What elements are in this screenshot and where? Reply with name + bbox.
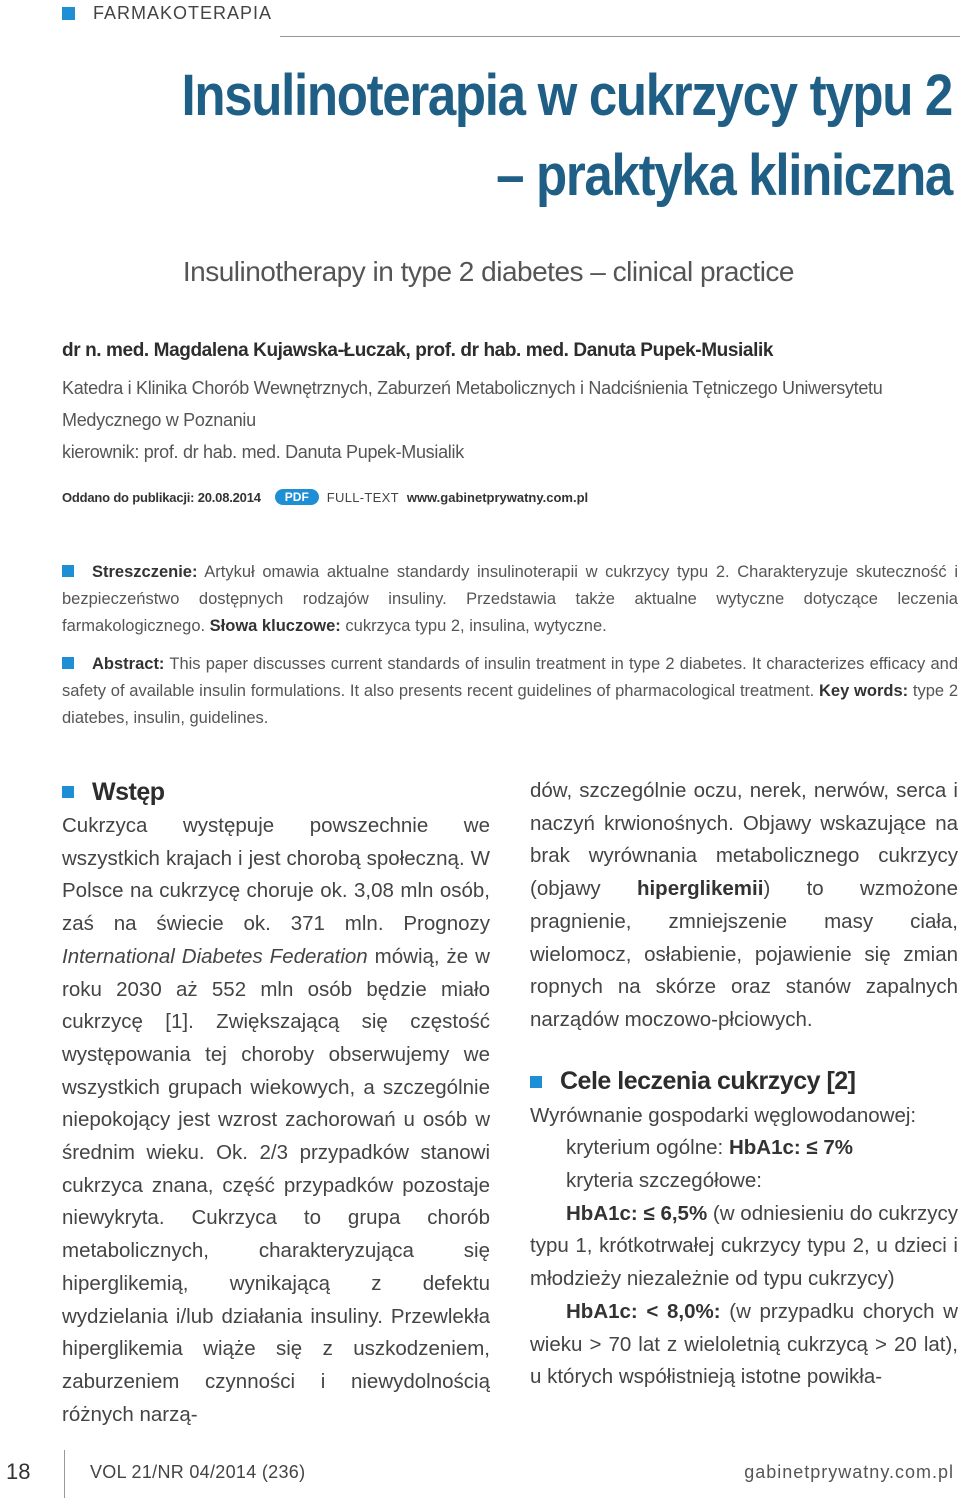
intro-cont-bold: hiperglikemii: [636, 877, 764, 901]
heading-square-icon: [62, 786, 74, 798]
heading-square-icon: [530, 1076, 542, 1088]
title-line-2: – praktyka kliniczna: [496, 143, 952, 208]
article-subtitle: Insulinotherapy in type 2 diabetes – clinical practice: [182, 256, 794, 287]
keywords-en-label: Key words:: [819, 682, 909, 700]
goals-criterion-1: [530, 1198, 958, 1296]
section-square-icon: [62, 7, 75, 20]
section-tag: [62, 0, 272, 26]
general-label: kryterium ogólne:: [566, 1136, 729, 1160]
volume-info: VOL 21/NR 04/2014 (236): [90, 1462, 306, 1482]
goals-intro: Wyrównanie gospodarki węglowodanowej:: [530, 1103, 917, 1127]
title-line-1: Insulinoterapia w cukrzycy typu 2: [181, 63, 952, 128]
section-label: FARMAKOTERAPIA: [93, 2, 273, 23]
keywords-pl-label: Słowa kluczowe:: [209, 617, 341, 635]
goals-heading: [530, 1065, 958, 1099]
goals-criterion-2: [530, 1296, 958, 1394]
intro-heading-text: Wstęp: [92, 777, 165, 806]
criterion-2-text: (w przypadku chorych w wieku > 70 lat z wieloletnią cukrzycą > 20 lat), u których współistnieją istotne powikła-: [530, 1299, 958, 1389]
article-title: [114, 56, 952, 216]
bullet-square-icon: [62, 657, 74, 669]
header-divider: [280, 36, 960, 37]
footer-website: gabinetprywatny.com.pl: [744, 1462, 954, 1482]
footer-divider: [64, 1450, 65, 1498]
website-link[interactable]: www.gabinetprywatny.com.pl: [406, 489, 589, 505]
abstract-english: [62, 651, 958, 732]
intro-text-b: mówią, że w roku 2030 aż 552 mln osób będzie miało cukrzycę [1]. Zwiększającą się częstość występowania tej choroby obserwujemy we wszystkich grupach wiekowych, a szczególnie niepokojący jest wzrost zachorowań u osób w średnim wieku. Ok. 2/3 przypadków stanowi cukrzyca znana, część przypadków pozostaje niewykryta. Cukrzyca to grupa chorób metabolicznych, charakteryzująca się hiperglikemią, wynikającą z defektu wydzielania i/lub działania insuliny. Przewlekła hiperglikemia wiąże się z uszkodzeniem, zaburzeniem czynności i niewydolnością różnych narzą-: [62, 944, 490, 1426]
criterion-2-value: HbA1c: < 8,0%:: [566, 1299, 721, 1323]
criterion-1-value: HbA1c: ≤ 6,5%: [566, 1201, 708, 1225]
intro-heading: [62, 775, 490, 809]
publication-date: Oddano do publikacji: 20.08.2014: [62, 489, 261, 505]
intro-italic: International Diabetes Federation: [62, 944, 368, 968]
intro-text-a: Cukrzyca występuje powszechnie we wszystkich krajach i jest chorobą społeczną. W Polsce na cukrzycę choruje ok. 3,08 mln osób, zaś na świecie ok. 371 mln. Prognozy: [62, 814, 490, 936]
author-names: dr n. med. Magdalena Kujawska-Łuczak, prof. dr hab. med. Danuta Pupek-Musialik: [62, 340, 774, 361]
authors-block: [62, 340, 942, 468]
intro-continuation: [530, 775, 958, 1037]
criterion-1-text: (w odniesieniu do cukrzycy typu 1, krótkotrwałej cukrzycy typu 2, u dzieci i młodzieży niezależnie od typu cukrzycy): [530, 1201, 958, 1291]
abstract-pl-text: Artykuł omawia aktualne standardy insulinoterapii w cukrzycy typu 2. Charakteryzuje skuteczność i bezpieczeństwo dostępnych rodzajów insuliny. Przedstawia także aktualne wytyczne dotyczące leczenia farmakologicznego.: [62, 563, 958, 635]
intro-cont-text-b: ) to wzmożone pragnienie, zmniejszenie masy ciała, wielomocz, osłabienie, pojawienie się zmian ropnych na skórze oraz stanów zapalnych narządów moczowo-płciowych.: [530, 877, 958, 1031]
keywords-en: type 2 diatebes, insulin, guidelines.: [62, 682, 959, 727]
body-column-right: [530, 775, 958, 1394]
goals-general: [530, 1132, 958, 1165]
publication-row: [62, 486, 588, 508]
abstract-polish: [62, 559, 958, 640]
intro-paragraph: [62, 810, 490, 1431]
body-column-left: [62, 775, 490, 1431]
general-value: HbA1c: ≤ 7%: [728, 1136, 853, 1160]
bullet-square-icon: [62, 565, 74, 577]
page-number: 18: [6, 1459, 31, 1484]
abstract-en-text: This paper discusses current standards of insulin treatment in type 2 diabetes. It characterizes efficacy and safety of available insulin formulations. It also presents recent guidelines of pharmacological treatment.: [62, 655, 958, 700]
intro-cont-text-a: dów, szczególnie oczu, nerek, nerwów, serca i naczyń krwionośnych. Objawy wskazujące na brak wyrównania metabolicznego cukrzycy (objawy: [530, 779, 958, 901]
author-affiliation: Katedra i Klinika Chorób Wewnętrznych, Zaburzeń Metabolicznych i Nadciśnienia Tętniczego Uniwersytetu Medycznego w Poznaniu: [62, 378, 883, 430]
pdf-badge[interactable]: PDF: [275, 489, 319, 505]
abstract-pl-label: Streszczenie:: [92, 563, 198, 581]
fulltext-label: FULL-TEXT: [326, 489, 399, 505]
keywords-pl: cukrzyca typu 2, insulina, wytyczne.: [345, 617, 607, 635]
department-head: kierownik: prof. dr hab. med. Danuta Pupek-Musialik: [62, 442, 464, 462]
abstract-en-label: Abstract:: [92, 655, 165, 673]
goals-specific-label: kryteria szczegółowe:: [566, 1169, 762, 1193]
goals-heading-text: Cele leczenia cukrzycy [2]: [560, 1067, 856, 1096]
